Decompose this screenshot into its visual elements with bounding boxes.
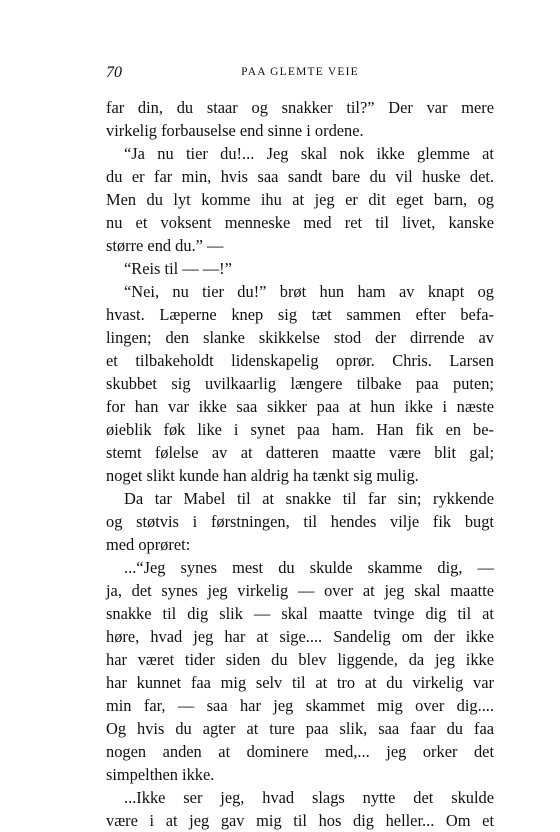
running-head: [106, 64, 494, 84]
body-text: [106, 96, 494, 832]
running-title: PAA GLEMTE VEIE: [241, 66, 359, 78]
text-line: for han var ikke saa sikker paa at hun ikke i næste: [106, 397, 494, 416]
text-line: ja, det synes jeg virkelig — over at jeg skal maatte: [106, 581, 494, 600]
text-line: ...“Jeg synes mest du skulde skamme dig, —: [124, 558, 494, 577]
text-line: nogen anden at dominere med,... jeg orker det: [106, 742, 494, 761]
text-line: skubbet sig uvilkaarlig længere tilbake paa puten;: [106, 374, 494, 393]
text-line: Men du lyt komme ihu at jeg er dit eget barn, og: [106, 190, 494, 209]
text-line: høre, hvad jeg har at sige.... Sandelig om der ikke: [106, 627, 494, 646]
text-line: med oprøret:: [106, 535, 191, 554]
text-line: min far, — saa har jeg skammet mig over dig....: [106, 696, 494, 715]
text-line: simpelthen ikke.: [106, 765, 215, 784]
text-line: noget slikt kunde han aldrig ha tænkt sig mulig.: [106, 466, 419, 485]
text-line: hvast. Læperne knep sig tæt sammen efter befa-: [106, 305, 494, 324]
text-line: øieblik føk like i synet paa ham. Han fik en be-: [106, 420, 494, 439]
text-line: far din, du staar og snakker til?” Der var mere: [106, 98, 494, 117]
text-line: Da tar Mabel til at snakke til far sin; rykkende: [124, 489, 494, 508]
text-line: du er far min, hvis saa sandt bare du vil huske det.: [106, 167, 494, 186]
page-number: 70: [106, 64, 122, 81]
text-line: virkelig forbauselse end sinne i ordene.: [106, 121, 364, 140]
text-line: være i at jeg gav mig til hos dig heller... Om et: [106, 811, 494, 830]
text-line: “Nei, nu tier du!” brøt hun ham av knapt og: [124, 282, 494, 301]
text-line: Og hvis du agter at ture paa slik, saa faar du faa: [106, 719, 494, 738]
text-line: lingen; den slanke skikkelse stod der dirrende av: [106, 328, 494, 347]
text-line: “Reis til — —!”: [124, 259, 232, 278]
text-line: nu et voksent menneske med ret til livet, kanske: [106, 213, 494, 232]
text-line: større end du.” —: [106, 236, 224, 255]
text-line: har kunnet faa mig selv til at tro at du virkelig var: [106, 673, 494, 692]
text-line: et tilbakeholdt lidenskapelig oprør. Chris. Larsen: [106, 351, 494, 370]
text-line: har været tider siden du blev liggende, da jeg ikke: [106, 650, 494, 669]
text-line: snakke til dig slik — skal maatte tvinge dig til at: [106, 604, 494, 623]
text-line: og støtvis i førstningen, til hendes vilje fik bugt: [106, 512, 494, 531]
text-line: “Ja nu tier du!... Jeg skal nok ikke glemme at: [124, 144, 494, 163]
text-line: stemt følelse av at datteren maatte være blit gal;: [106, 443, 494, 462]
text-line: ...Ikke ser jeg, hvad slags nytte det skulde: [124, 788, 494, 807]
